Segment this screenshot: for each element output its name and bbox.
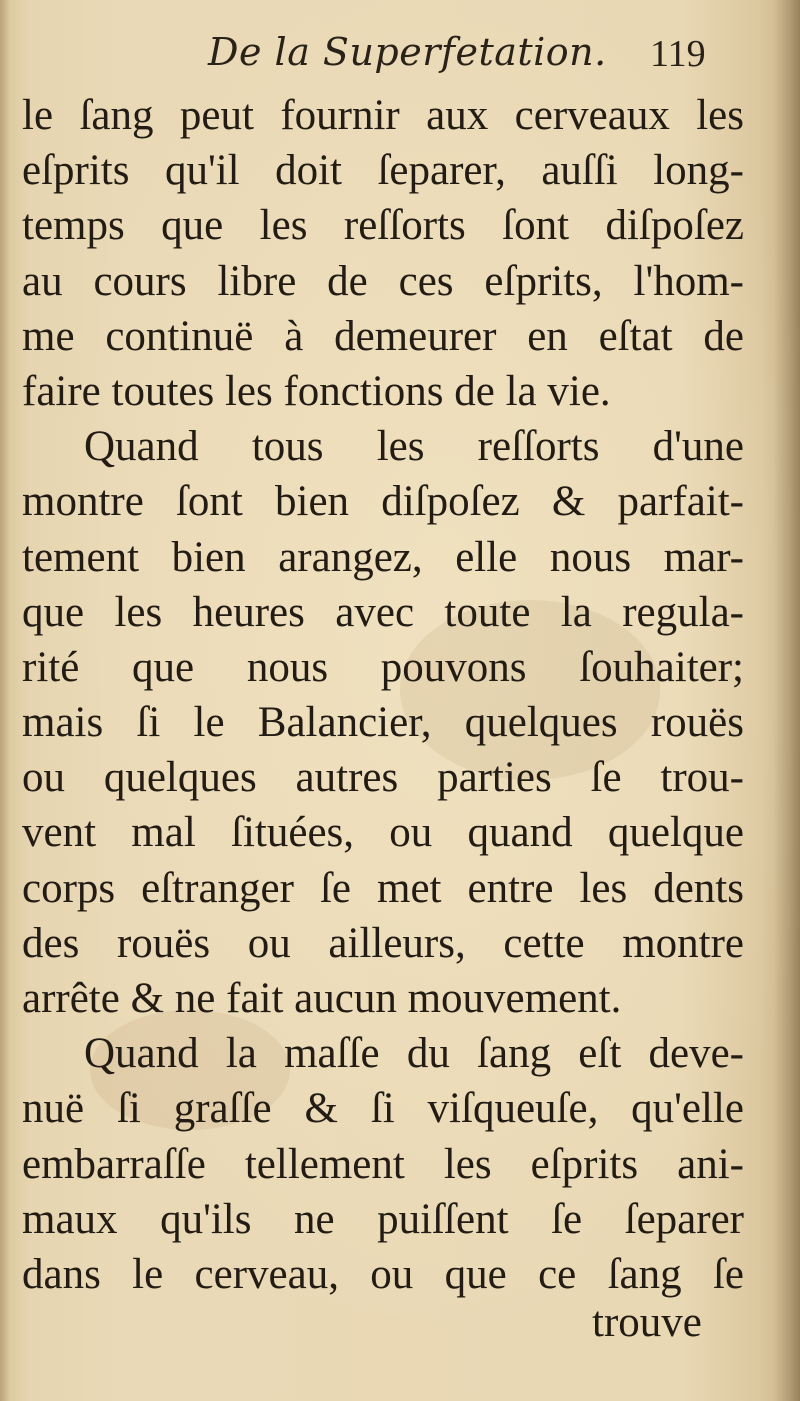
page-header — [0, 26, 800, 92]
text-line: au cours libre de ces eſprits, l'hom- — [22, 257, 744, 305]
text-line: le ſang peut fournir aux cerveaux les — [22, 92, 744, 139]
text-line: corps eſtranger ſe met entre les dents — [22, 864, 744, 912]
text-line: rité que nous pouvons ſouhaiter; — [22, 643, 744, 691]
text-line: maux qu'ils ne puiſſent ſe ſeparer — [22, 1195, 744, 1243]
text-line: faire toutes les fonctions de la vie. — [22, 367, 611, 415]
text-line: mais ſi le Balancier, quelques rouës — [22, 699, 744, 747]
page-gutter-shadow — [774, 0, 800, 1401]
text-line: Quand la maſſe du ſang eſt deve- — [84, 1030, 744, 1078]
text-line: eſprits qu'il doit ſeparer, auſſi long- — [22, 147, 744, 195]
catchword: trouve — [592, 1299, 702, 1346]
text-line: embarraſſe tellement les eſprits ani- — [22, 1140, 744, 1188]
text-line: vent mal ſituées, ou quand quelque — [22, 809, 744, 857]
running-title: De la Superfetation. — [208, 30, 607, 74]
text-line: me continuë à demeurer en eſtat de — [22, 312, 744, 360]
text-line: nuë ſi graſſe & ſi viſqueuſe, qu'elle — [22, 1085, 744, 1133]
text-line: dans le cerveau, ou que ce ſang ſe — [22, 1250, 744, 1298]
text-line: Quand tous les reſſorts d'une — [84, 423, 744, 471]
text-line: montre ſont bien diſpoſez & parfait- — [22, 478, 744, 526]
text-line: temps que les reſſorts ſont diſpoſez — [22, 202, 744, 250]
text-line: ou quelques autres parties ſe trou- — [22, 754, 744, 802]
text-line: tement bien arangez, elle nous mar- — [22, 533, 744, 581]
page-number: 119 — [650, 33, 706, 75]
text-line: arrête & ne fait aucun mouvement. — [22, 975, 622, 1022]
body-text — [22, 88, 744, 1302]
text-line: des rouës ou ailleurs, cette montre — [22, 919, 744, 967]
text-line: que les heures avec toute la regula- — [22, 588, 744, 636]
page-left-edge-shadow — [0, 0, 10, 1401]
